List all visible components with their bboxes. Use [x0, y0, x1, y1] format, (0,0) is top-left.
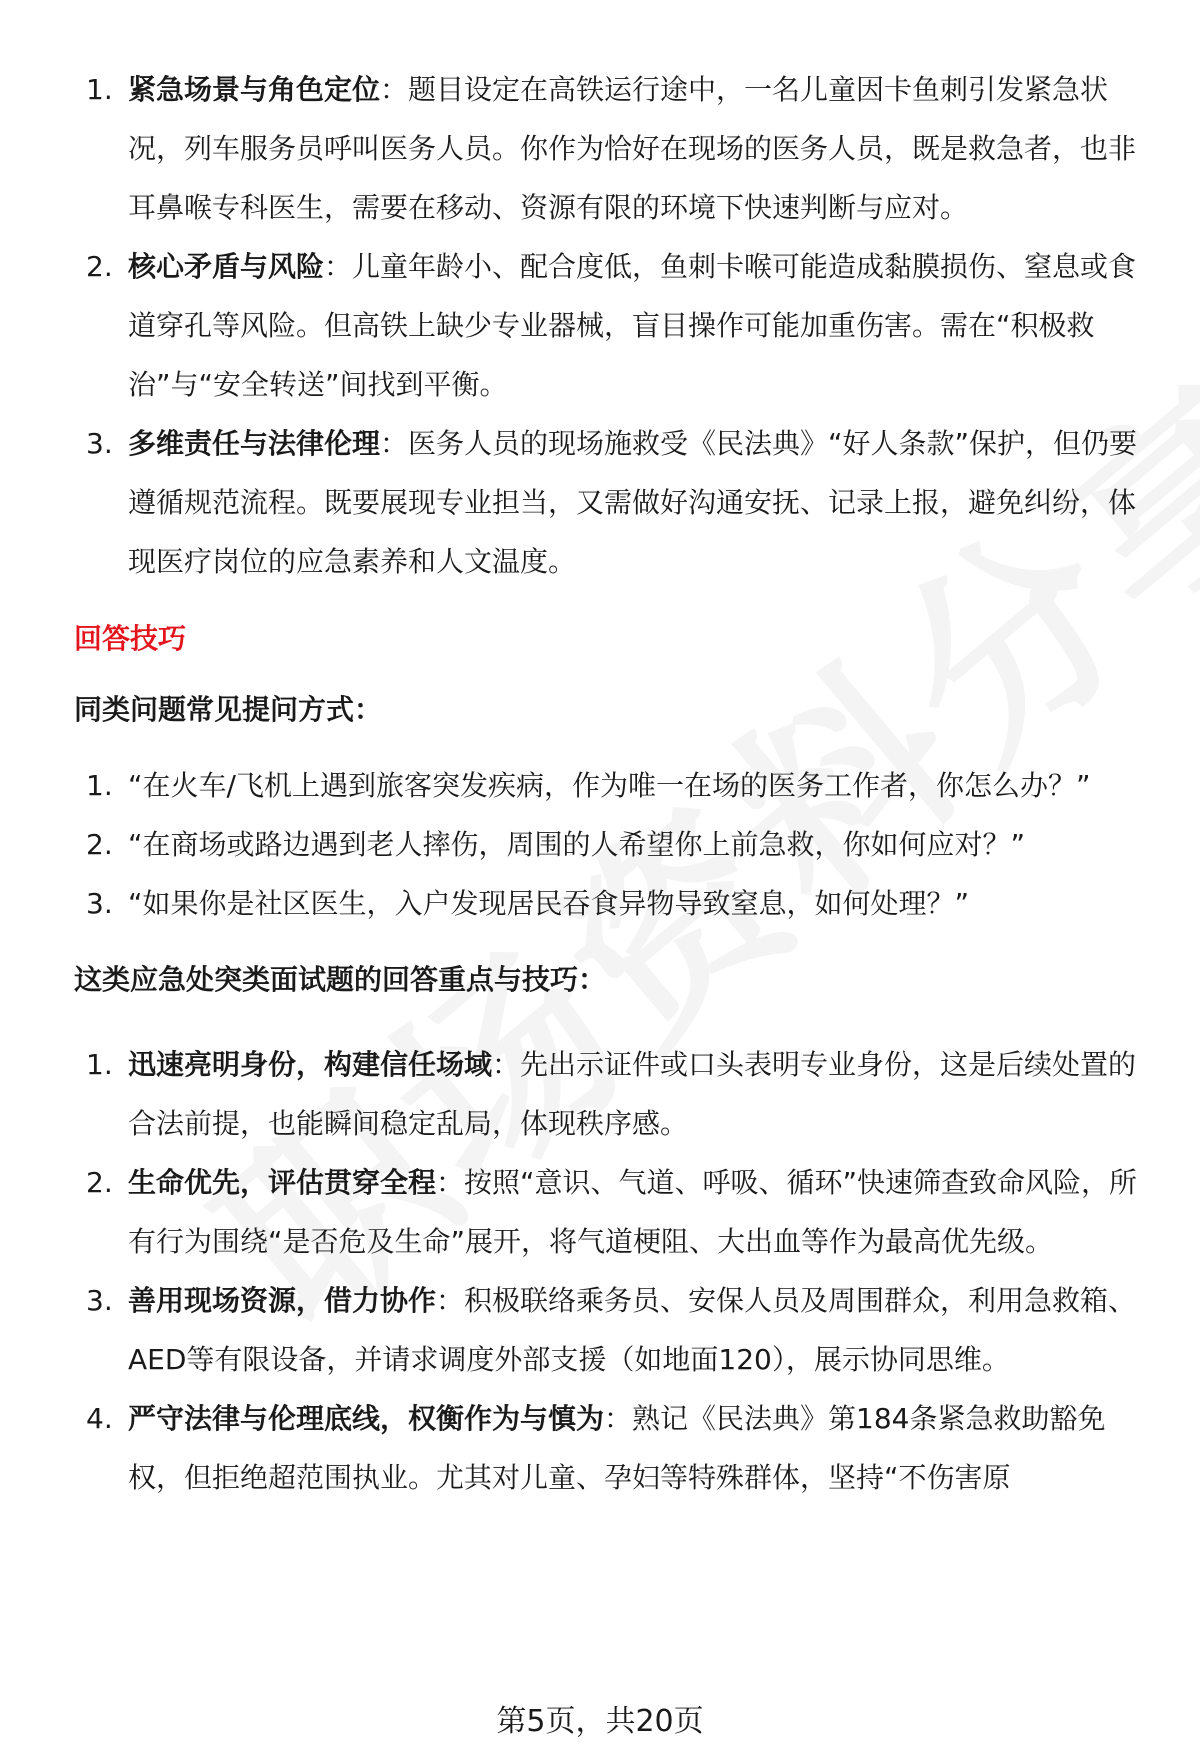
- item-text: ：医务人员的现场施救受《民法典》“好人条款”保护，但仍要遵循规范流程。既要展现专业担当，又需做好沟通安抚、记录上报，避免纠纷，体现医疗岗位的应急素养和人文温度。: [128, 427, 1138, 578]
- list-number: 4.: [86, 1402, 113, 1435]
- list-number: 3.: [86, 427, 113, 460]
- list-item: [74, 60, 1144, 237]
- list-item: [74, 874, 1144, 933]
- item-lead: 迅速亮明身份，构建信任场域: [128, 1048, 493, 1081]
- item-text: “在商场或路边遇到老人摔伤，周围的人希望你上前急救，你如何应对？”: [128, 828, 1026, 861]
- item-text: ：熟记《民法典》第184条紧急救助豁免权，但拒绝超范围执业。尤其对儿童、孕妇等特殊群体，坚持“不伤害原: [128, 1402, 1106, 1494]
- list-number: 1.: [86, 73, 113, 106]
- list-item: [74, 1271, 1144, 1389]
- list-item: [74, 1389, 1144, 1507]
- list-number: 1.: [86, 769, 113, 802]
- list-number: 3.: [86, 1284, 113, 1317]
- common-questions-heading: 同类问题常见提问方式：: [74, 693, 383, 726]
- answer-tips-heading: 回答技巧: [74, 622, 187, 655]
- item-text: ：题目设定在高铁运行途中，一名儿童因卡鱼刺引发紧急状况，列车服务员呼叫医务人员。你作为恰好在现场的医务人员，既是救急者，也非耳鼻喉专科医生，需要在移动、资源有限的环境下快速判断与应对。: [128, 73, 1137, 224]
- item-text: “在火车/飞机上遇到旅客突发疾病，作为唯一在场的医务工作者，你怎么办？”: [128, 769, 1091, 802]
- item-text: ：儿童年龄小、配合度低，鱼刺卡喉可能造成黏膜损伤、窒息或食道穿孔等风险。但高铁上缺少专业器械，盲目操作可能加重伤害。需在“积极救治”与“安全转送”间找到平衡。: [128, 250, 1137, 401]
- list-item: [74, 756, 1144, 815]
- item-lead: 严守法律与伦理底线，权衡作为与慎为: [128, 1402, 605, 1435]
- key-points-list: [74, 1035, 1144, 1507]
- list-item: [74, 237, 1144, 414]
- item-lead: 多维责任与法律伦理: [128, 427, 381, 460]
- key-points-heading: 这类应急处突类面试题的回答重点与技巧：: [74, 963, 607, 996]
- item-text: ：按照“意识、气道、呼吸、循环”快速筛查致命风险，所有行为围绕“是否危及生命”展开，将气道梗阻、大出血等作为最高优先级。: [128, 1166, 1138, 1258]
- list-number: 2.: [86, 1166, 113, 1199]
- page-number-footer: 第5页，共20页: [496, 1704, 704, 1739]
- list-number: 3.: [86, 887, 113, 920]
- common-questions-list: [74, 756, 1144, 933]
- list-number: 1.: [86, 1048, 113, 1081]
- list-item: [74, 1153, 1144, 1271]
- list-item: [74, 1035, 1144, 1153]
- item-text: ：先出示证件或口头表明专业身份，这是后续处置的合法前提，也能瞬间稳定乱局，体现秩序感。: [128, 1048, 1137, 1140]
- item-lead: 生命优先，评估贯穿全程: [128, 1166, 437, 1199]
- item-lead: 善用现场资源，借力协作: [128, 1284, 437, 1317]
- list-number: 2.: [86, 828, 113, 861]
- item-lead: 核心矛盾与风险: [128, 250, 325, 283]
- item-text: “如果你是社区医生，入户发现居民吞食异物导致窒息，如何处理？”: [128, 887, 970, 920]
- list-number: 2.: [86, 250, 113, 283]
- analysis-list: [74, 60, 1144, 591]
- page-content: [74, 60, 1144, 1507]
- item-text: ：积极联络乘务员、安保人员及周围群众，利用急救箱、AED等有限设备，并请求调度外部支援（如地面120），展示协同思维。: [128, 1284, 1137, 1376]
- list-item: [74, 414, 1144, 591]
- list-item: [74, 815, 1144, 874]
- item-lead: 紧急场景与角色定位: [128, 73, 381, 106]
